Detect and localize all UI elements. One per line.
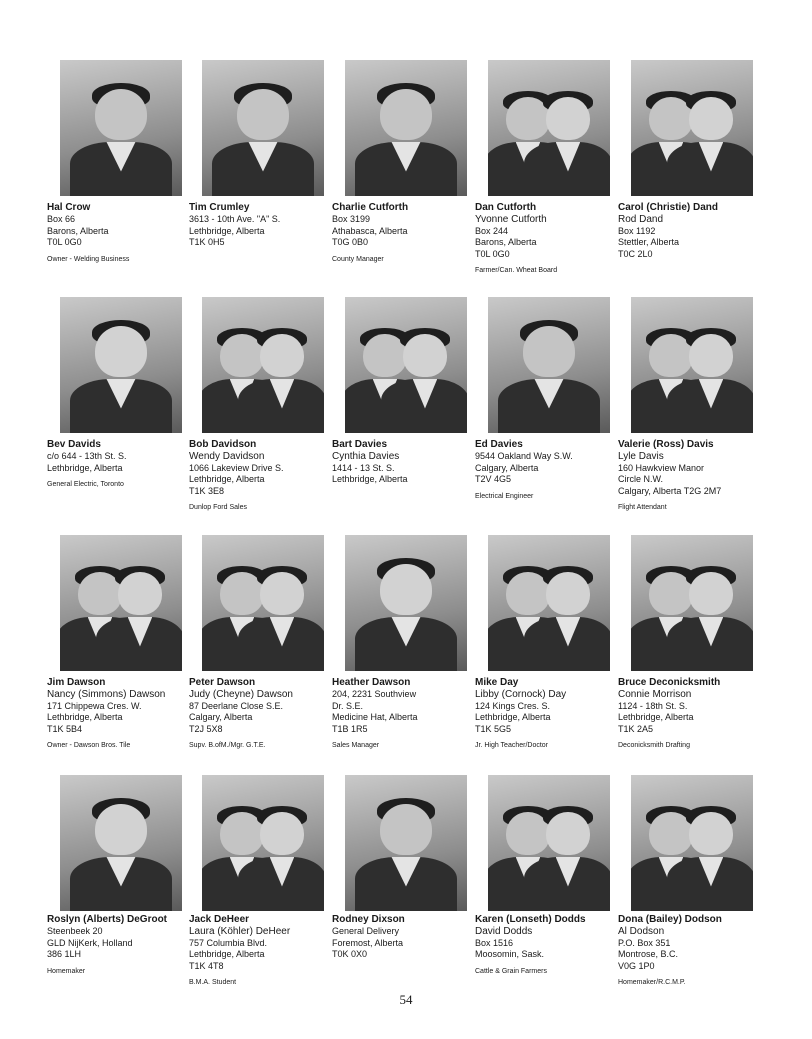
address-line: P.O. Box 351: [618, 937, 671, 948]
entry-text: [475, 202, 623, 276]
address-line: Box 1516: [475, 937, 514, 948]
entry-name: Carol (Christie) Dand: [618, 202, 719, 213]
portrait-photo: [202, 60, 324, 196]
occupation: Supv. B.ofM./Mgr. G.T.E.: [189, 742, 266, 749]
page-number: 54: [399, 992, 413, 1007]
address-line: Lethbridge, Alberta: [189, 949, 265, 959]
spouse-name: Laura (Köhler) DeHeer: [189, 926, 291, 937]
address-line: 1414 - 13 St. S.: [332, 462, 395, 473]
couple-portrait-photo: [631, 297, 753, 433]
address-line: Box 244: [475, 225, 509, 236]
entry-name: Ed Davies: [475, 439, 523, 450]
entry-name: Bart Davies: [332, 439, 388, 450]
entry-text: [332, 202, 480, 265]
occupation: Deconicksmith Drafting: [618, 742, 690, 749]
portrait-photo: [488, 297, 610, 433]
occupation: Owner - Dawson Bros. Tile: [47, 742, 131, 749]
portrait-photo: [345, 60, 467, 196]
address-line: Dr. S.E.: [332, 700, 364, 711]
address-line: T2J 5X8: [189, 723, 223, 734]
spouse-name: Libby (Cornock) Day: [475, 689, 567, 700]
address-line: Lethbridge, Alberta: [332, 474, 408, 484]
address-line: T0C 2L0: [618, 248, 653, 259]
address-line: T1B 1R5: [332, 723, 368, 734]
address-line: Lethbridge, Alberta: [189, 225, 265, 236]
address-line: 124 Kings Cres. S.: [475, 700, 551, 711]
address-line: T0L 0G0: [47, 237, 82, 247]
entry-name: Charlie Cutforth: [332, 202, 409, 213]
address-line: Calgary, Alberta: [189, 712, 253, 722]
address-line: T0L 0G0: [475, 248, 510, 259]
address-line: T1K 5G5: [475, 723, 512, 734]
entry-name: Jim Dawson: [47, 677, 106, 688]
address-line: T1K 2A5: [618, 723, 654, 734]
couple-portrait-photo: [488, 775, 610, 911]
address-line: Box 3199: [332, 214, 371, 224]
entry-name: Valerie (Ross) Davis: [618, 439, 714, 450]
entry-name: Heather Dawson: [332, 677, 411, 688]
portrait-photo: [60, 775, 182, 911]
occupation: B.M.A. Student: [189, 979, 237, 986]
address-line: Calgary, Alberta T2G 2M7: [618, 485, 722, 496]
entry-text: [189, 914, 337, 988]
entry-name: Tim Crumley: [189, 202, 250, 213]
address-line: Box 1192: [618, 225, 656, 236]
occupation: Cattle & Grain Farmers: [475, 967, 547, 975]
occupation: Sales Manager: [332, 742, 380, 749]
spouse-name: Wendy Davidson: [189, 451, 265, 462]
entry-text: [618, 677, 766, 751]
address-line: Barons, Alberta: [475, 237, 537, 247]
address-line: 386 1LH: [47, 949, 82, 959]
spouse-name: Al Dodson: [618, 926, 665, 937]
address-line: V0G 1P0: [618, 960, 655, 971]
portrait-photo: [345, 535, 467, 671]
entry-text: [189, 202, 337, 249]
entry-name: Dona (Bailey) Dodson: [618, 914, 722, 925]
occupation: Homemaker/R.C.M.P.: [618, 979, 686, 986]
entry-text: [332, 677, 480, 751]
entry-name: Mike Day: [475, 677, 519, 688]
entry-text: [618, 202, 766, 260]
couple-portrait-photo: [631, 775, 753, 911]
entry-text: [475, 677, 623, 751]
address-line: T1K 0H5: [189, 237, 225, 247]
spouse-name: Rod Dand: [618, 214, 664, 225]
entry-name: Bev Davids: [47, 439, 101, 450]
entry-name: Dan Cutforth: [475, 202, 537, 213]
couple-portrait-photo: [60, 535, 182, 671]
entry-name: Karen (Lonseth) Dodds: [475, 914, 586, 925]
occupation: Flight Attendant: [618, 504, 667, 511]
entry-text: [332, 439, 480, 486]
spouse-name: David Dodds: [475, 926, 533, 937]
entry-text: [475, 439, 623, 502]
portrait-photo: [345, 775, 467, 911]
address-line: Foremost, Alberta: [332, 937, 404, 948]
address-line: Calgary, Alberta: [475, 462, 539, 473]
spouse-name: Connie Morrison: [618, 689, 692, 700]
spouse-name: Judy (Cheyne) Dawson: [189, 689, 293, 700]
address-line: 204, 2231 Southview: [332, 689, 417, 699]
address-line: 757 Columbia Blvd.: [189, 937, 268, 948]
couple-portrait-photo: [202, 297, 324, 433]
couple-portrait-photo: [345, 297, 467, 433]
address-line: 171 Chippewa Cres. W.: [47, 700, 142, 711]
address-line: T0K 0X0: [332, 949, 368, 959]
address-line: T1K 3E8: [189, 485, 225, 496]
address-line: T2V 4G5: [475, 474, 512, 484]
entry-name: Bruce Deconicksmith: [618, 677, 721, 688]
address-line: Lethbridge, Alberta: [47, 462, 123, 473]
couple-portrait-photo: [631, 535, 753, 671]
couple-portrait-photo: [488, 535, 610, 671]
address-line: Medicine Hat, Alberta: [332, 712, 418, 722]
entry-text: [475, 914, 623, 977]
address-line: 160 Hawkview Manor: [618, 462, 705, 473]
occupation: Homemaker: [47, 967, 86, 975]
portrait-photo: [60, 60, 182, 196]
occupation: Electrical Engineer: [475, 492, 534, 500]
entry-name: Bob Davidson: [189, 439, 257, 450]
occupation: County Manager: [332, 255, 384, 263]
address-line: 87 Deerlane Close S.E.: [189, 700, 284, 711]
entry-name: Roslyn (Alberts) DeGroot: [47, 914, 168, 925]
occupation: Farmer/Can. Wheat Board: [475, 267, 558, 274]
entry-name: Peter Dawson: [189, 677, 256, 688]
entry-text: [47, 914, 195, 977]
couple-portrait-photo: [202, 535, 324, 671]
entry-text: [618, 439, 766, 513]
spouse-name: Cynthia Davies: [332, 451, 400, 462]
address-line: 3613 - 10th Ave. "A" S.: [189, 214, 281, 224]
entry-name: Hal Crow: [47, 202, 91, 213]
entry-text: [618, 914, 766, 988]
address-line: Circle N.W.: [618, 474, 663, 484]
couple-portrait-photo: [488, 60, 610, 196]
occupation: Owner - Welding Business: [47, 255, 130, 263]
address-line: Montrose, B.C.: [618, 949, 679, 959]
address-line: Moosomin, Sask.: [475, 949, 545, 959]
entry-text: [47, 677, 195, 751]
address-line: T1K 5B4: [47, 723, 83, 734]
address-line: 1124 - 18th St. S.: [618, 700, 688, 711]
entry-name: Rodney Dixson: [332, 914, 405, 925]
address-line: 1066 Lakeview Drive S.: [189, 462, 284, 473]
entry-text: [47, 439, 195, 490]
address-line: Athabasca, Alberta: [332, 225, 408, 236]
address-line: 9544 Oakland Way S.W.: [475, 451, 573, 461]
entry-text: [332, 914, 480, 961]
occupation: General Electric, Toronto: [47, 481, 124, 488]
address-line: Steenbeek 20: [47, 926, 103, 936]
spouse-name: Nancy (Simmons) Dawson: [47, 689, 166, 700]
address-line: Lethbridge, Alberta: [47, 712, 123, 722]
entry-text: [189, 677, 337, 751]
entry-text: [189, 439, 337, 513]
spouse-name: Yvonne Cutforth: [475, 214, 547, 225]
spouse-name: Lyle Davis: [618, 451, 664, 462]
address-line: Lethbridge, Alberta: [189, 474, 265, 484]
address-line: T1K 4T8: [189, 960, 224, 971]
entry-name: Jack DeHeer: [189, 914, 250, 925]
address-line: Stettler, Alberta: [618, 237, 680, 247]
address-line: GLD NijKerk, Holland: [47, 937, 133, 948]
portrait-photo: [60, 297, 182, 433]
address-line: Barons, Alberta: [47, 225, 109, 236]
couple-portrait-photo: [202, 775, 324, 911]
entry-text: [47, 202, 195, 265]
address-line: T0G 0B0: [332, 237, 369, 247]
address-line: Lethbridge, Alberta: [618, 712, 694, 722]
occupation: Jr. High Teacher/Doctor: [475, 742, 549, 749]
address-line: General Delivery: [332, 926, 400, 936]
address-line: Box 66: [47, 214, 76, 224]
occupation: Dunlop Ford Sales: [189, 504, 247, 511]
address-line: Lethbridge, Alberta: [475, 712, 551, 722]
address-line: c/o 644 - 13th St. S.: [47, 451, 127, 461]
couple-portrait-photo: [631, 60, 753, 196]
